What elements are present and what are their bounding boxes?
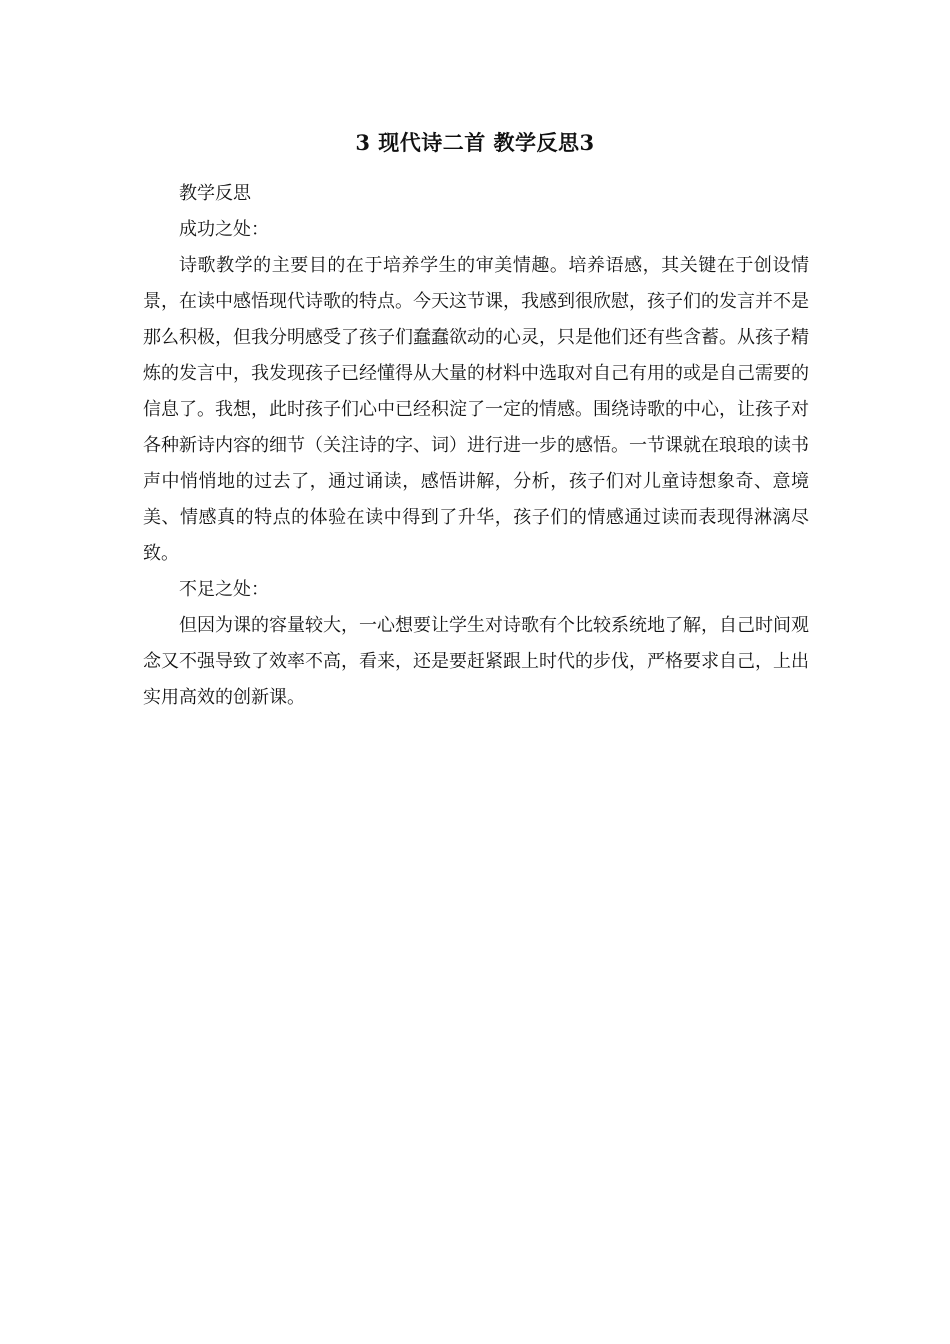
document-title: 3 现代诗二首 教学反思3	[355, 130, 595, 155]
success-paragraph: 诗歌教学的主要目的在于培养学生的审美情趣。培养语感，其关键在于创设情景，在读中感悟现代诗歌的特点。今天这节课，我感到很欣慰，孩子们的发言并不是那么积极，但我分明感受了孩子们蠢蠢欲动的心灵，只是他们还有些含蓄。从孩子精炼的发言中，我发现孩子已经懂得从大量的材料中选取对自己有用的或是自己需要的信息了。我想，此时孩子们心中已经积淀了一定的情感。围绕诗歌的中心，让孩子对各种新诗内容的细节（关注诗的字、词）进行进一步的感悟。一节课就在琅琅的读书声中悄悄地的过去了，通过诵读，感悟讲解，分析，孩子们对儿童诗想象奇、意境美、情感真的特点的体验在读中得到了升华，孩子们的情感通过读而表现得淋漓尽致。	[143, 255, 809, 564]
section-heading: 教学反思	[179, 183, 251, 204]
success-label: 成功之处：	[179, 219, 269, 240]
shortcoming-paragraph: 但因为课的容量较大，一心想要让学生对诗歌有个比较系统地了解，自己时间观念又不强导致了效率不高，看来，还是要赶紧跟上时代的步伐，严格要求自己，上出实用高效的创新课。	[143, 615, 809, 708]
document-body	[143, 176, 809, 716]
shortcoming-label: 不足之处：	[179, 579, 269, 600]
